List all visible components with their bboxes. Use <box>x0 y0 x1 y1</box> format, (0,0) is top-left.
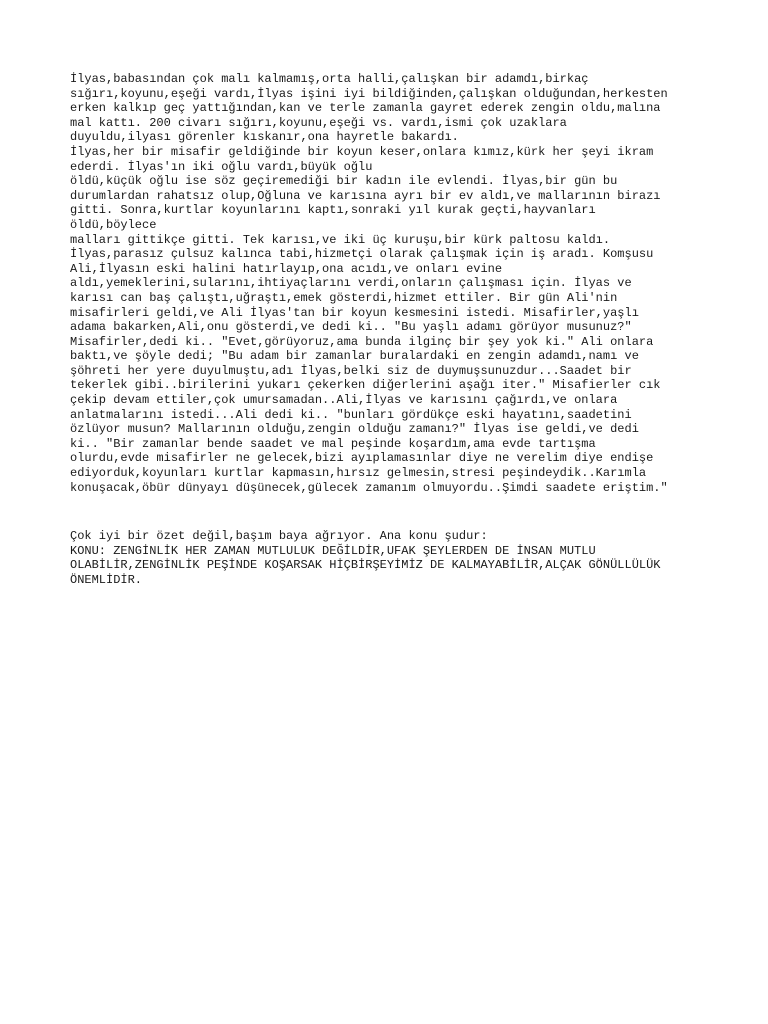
text-line: şöhreti her yere duyulmuştu,adı İlyas,belki siz de duymuşsunuzdur...Saadet bir <box>70 363 632 378</box>
text-line: tekerlek gibi..birilerini yukarı çekerken diğerlerini aşağı iter." Misafierler cık <box>70 378 661 393</box>
text-line: misafirleri geldi,ve Ali İlyas'tan bir koyun kesmesini istedi. Misafirler,yaşlı <box>70 305 639 320</box>
text-line: çekip devam ettiler,çok umursamadan..Ali,İlyas ve karısını çağırdı,ve onlara <box>70 393 618 408</box>
text-line: erken kalkıp geç yattığından,kan ve terle zamanla gayret ederek zengin oldu,malına <box>70 101 661 116</box>
text-line: durumlardan rahatsız olup,Oğluna ve karısına ayrı bir ev aldı,ve mallarının birazı <box>70 188 661 203</box>
text-line: aldı,yemeklerini,sularını,ihtiyaçlarını verdi,onların çalışması için. İlyas ve <box>70 276 632 291</box>
text-line: öldü,küçük oğlu ise söz geçiremediği bir kadın ile evlendi. İlyas,bir gün bu <box>70 174 618 189</box>
text-line: İlyas,babasından çok malı kalmamış,orta halli,çalışkan bir adamdı,birkaç <box>70 72 589 86</box>
text-line: ÖNEMLİDİR. <box>70 572 143 587</box>
text-line: ki.. "Bir zamanlar bende saadet ve mal peşinde koşardım,ama evde tartışma <box>70 436 596 451</box>
text-line: OLABİLİR,ZENGİNLİK PEŞİNDE KOŞARSAK HİÇBİRŞEYİMİZ DE KALMAYABİLİR,ALÇAK GÖNÜLLÜLÜK <box>70 558 661 573</box>
text-line: sığırı,koyunu,eşeği vardı,İlyas işini iyi bildiğinden,çalışkan olduğundan,herkesten <box>70 86 668 101</box>
text-line: duyuldu,ilyası görenler kıskanır,ona hayretle bakardı. <box>70 130 459 145</box>
text-line: Çok iyi bir özet değil,başım baya ağrıyor. Ana konu şudur: <box>70 529 488 543</box>
text-line: anlatmalarını istedi...Ali dedi ki.. "bunları gördükçe eski hayatını,saadetini <box>70 407 632 422</box>
text-line: özlüyor musun? Mallarının olduğu,zengin olduğu zamanı?" İlyas ise geldi,ve dedi <box>70 422 639 437</box>
text-line: adama bakarken,Ali,onu gösterdi,ve dedi ki.. "Bu yaşlı adamı görüyor musunuz?" <box>70 320 632 335</box>
text-line: olurdu,evde misafirler ne gelecek,bizi ayıplamasınlar diye ne verelim diye endişe <box>70 451 654 466</box>
text-line: öldü,böylece <box>70 217 157 232</box>
text-line: malları gittikçe gitti. Tek karısı,ve iki üç kuruşu,bir kürk paltosu kaldı. <box>70 232 611 247</box>
text-line: konuşacak,öbür dünyayı düşünecek,gülecek zamanım olmuyordu..Şimdi saadete eriştim." <box>70 480 668 495</box>
summary-text <box>70 529 760 587</box>
text-line: ediyorduk,koyunları kurtlar kapmasın,hırsız gelmesin,stresi peşindeydik..Karımla <box>70 466 647 481</box>
story-text <box>70 72 760 495</box>
text-line: karısı can baş çalıştı,uğraştı,emek gösterdi,hizmet ettiler. Bir gün Ali'nin <box>70 290 618 305</box>
text-line: İlyas,her bir misafir geldiğinde bir koyun keser,onlara kımız,kürk her şeyi ikram <box>70 144 654 159</box>
text-line: gitti. Sonra,kurtlar koyunlarını kaptı,sonraki yıl kurak geçti,hayvanları <box>70 203 596 218</box>
text-line: ederdi. İlyas'ın iki oğlu vardı,büyük oğlu <box>70 159 373 174</box>
text-line: baktı,ve şöyle dedi; "Bu adam bir zamanlar buralardaki en zengin adamdı,namı ve <box>70 349 639 364</box>
text-line: mal kattı. 200 civarı sığırı,koyunu,eşeği vs. vardı,ismi çok uzaklara <box>70 115 567 130</box>
text-line: KONU: ZENGİNLİK HER ZAMAN MUTLULUK DEĞİLDİR,UFAK ŞEYLERDEN DE İNSAN MUTLU <box>70 543 596 558</box>
text-line: Ali,İlyasın eski halini hatırlayıp,ona acıdı,ve onları evine <box>70 261 503 276</box>
text-line: İlyas,parasız çulsuz kalınca tabi,hizmetçi olarak çalışmak için iş aradı. Komşusu <box>70 247 654 262</box>
text-line: Misafirler,dedi ki.. "Evet,görüyoruz,ama bunda ilginç bir şey yok ki." Ali onlara <box>70 334 654 349</box>
